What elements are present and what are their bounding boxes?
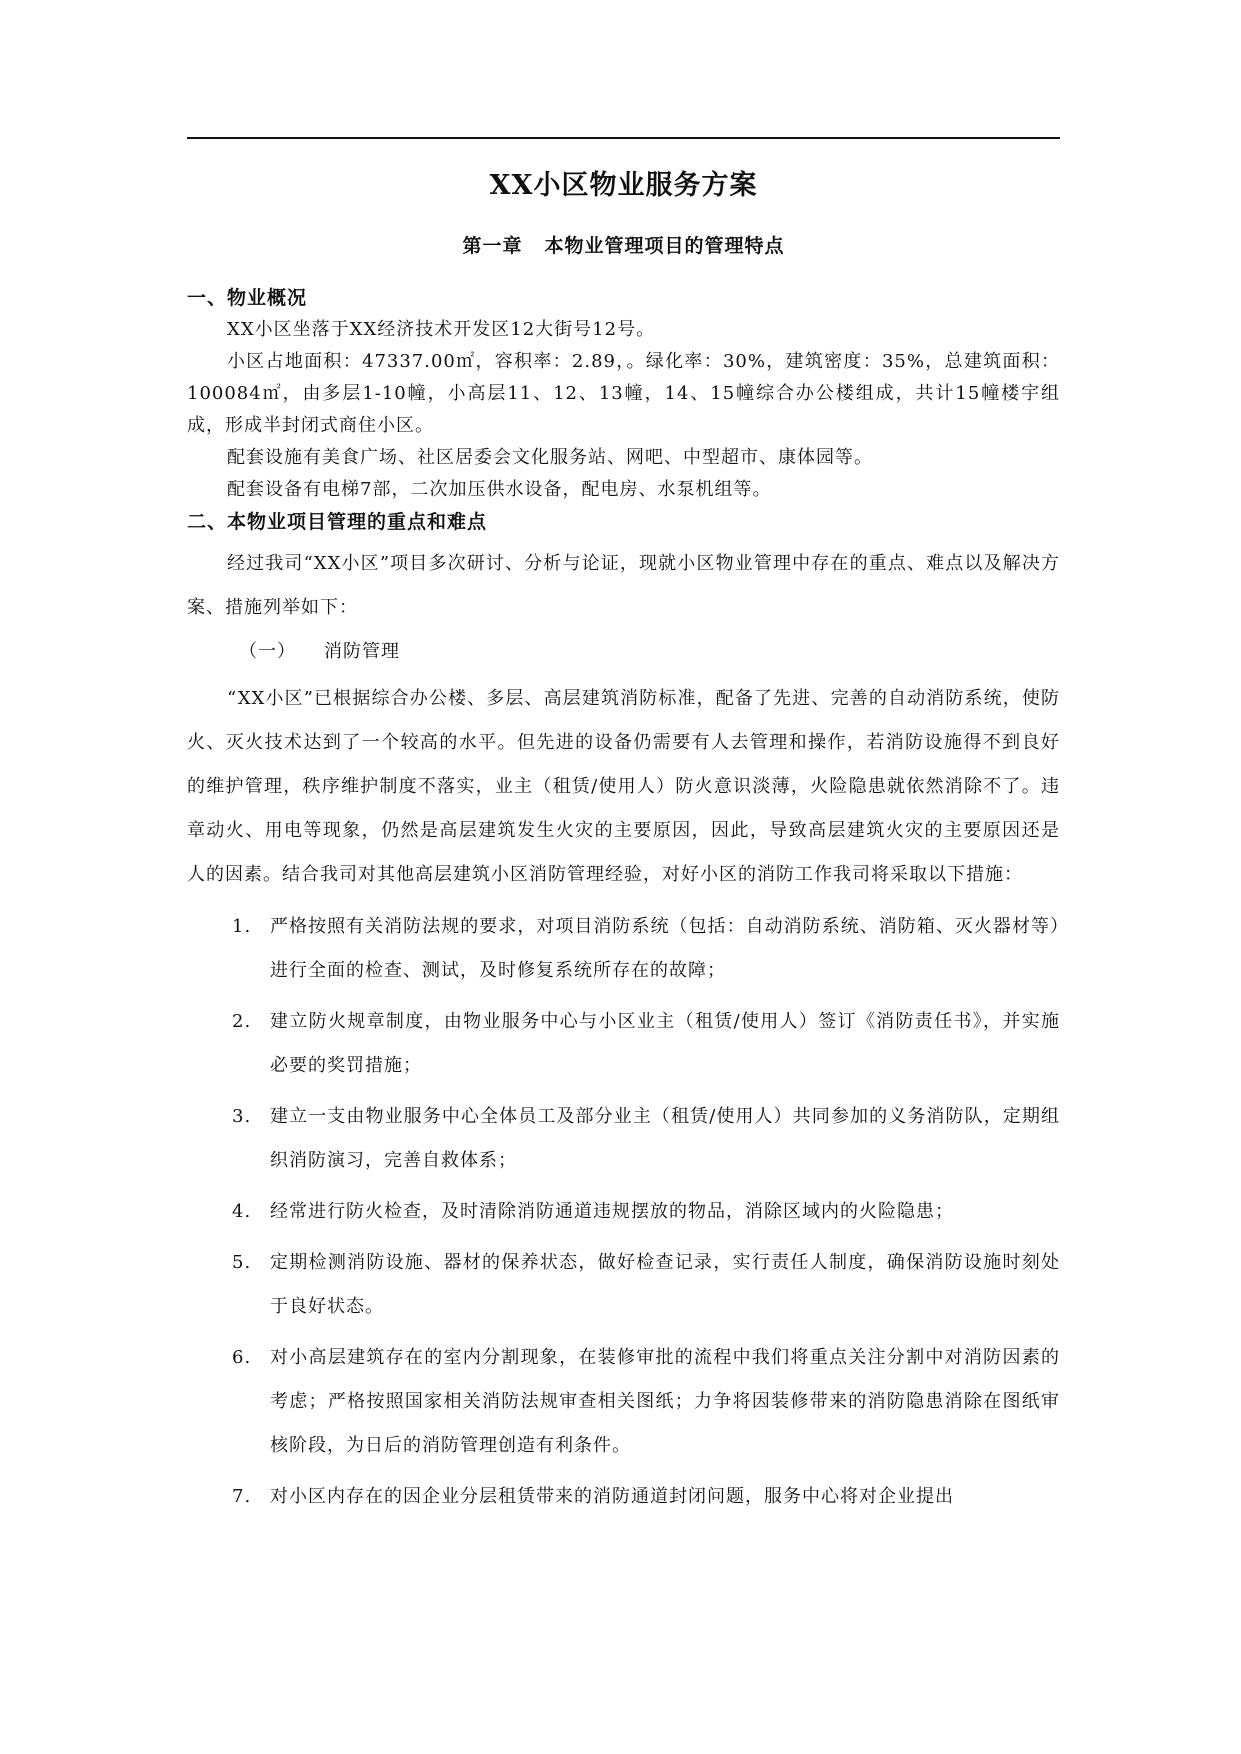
subsection-number: （一） — [239, 641, 296, 662]
key-points-intro: 经过我司“XX小区”项目多次研讨、分析与论证，现就小区物业管理中存在的重点、难点以及解决方案、措施列举如下： — [187, 553, 1060, 618]
chapter-heading — [187, 232, 1060, 260]
overview-paragraph: 配套设施有美食广场、社区居委会文化服务站、网吧、中型超市、康体园等。 — [227, 447, 873, 468]
list-item-number: 4. — [232, 1201, 252, 1222]
chapter-label: 第一章 — [462, 235, 523, 257]
list-item — [187, 1000, 1060, 1088]
list-item-text: 经常进行防火检查，及时清除消防通道违规摆放的物品，消除区域内的火险隐患； — [270, 1201, 954, 1222]
list-item-number: 2. — [232, 1011, 252, 1032]
subsection-title: 消防管理 — [324, 641, 400, 662]
list-item — [187, 905, 1060, 993]
list-item-number: 1. — [232, 916, 252, 937]
list-item-text: 严格按照有关消防法规的要求，对项目消防系统（包括：自动消防系统、消防箱、灭火器材等）进行全面的检查、测试，及时修复系统所存在的故障； — [270, 916, 1060, 981]
chapter-title: 本物业管理项目的管理特点 — [544, 235, 785, 257]
list-item-number: 6. — [232, 1347, 252, 1368]
list-item — [187, 1336, 1060, 1468]
overview-paragraph: XX小区坐落于XX经济技术开发区12大街号12号。 — [227, 319, 656, 340]
list-item — [187, 1241, 1060, 1329]
measures-list — [187, 905, 1060, 1519]
fire-management-paragraph: “XX小区”已根据综合办公楼、多层、高层建筑消防标准，配备了先进、完善的自动消防系统，使防火、灭火技术达到了一个较高的水平。但先进的设备仍需要有人去管理和操作，若消防设施得不到良好的维护管理，秩序维护制度不落实，业主（租赁/使用人）防火意识淡薄，火险隐患就依然消除不了。违章动火、用电等现象，仍然是高层建筑发生火灾的主要原因，因此，导致高层建筑火灾的主要原因还是人的因素。结合我司对其他高层建筑小区消防管理经验，对好小区的消防工作我司将采取以下措施： — [187, 688, 1060, 885]
list-item-text: 对小高层建筑存在的室内分割现象，在装修审批的流程中我们将重点关注分割中对消防因素的考虑；严格按照国家相关消防法规审查相关图纸；力争将因装修带来的消防隐患消除在图纸审核阶段，为日后的消防管理创造有利条件。 — [270, 1347, 1060, 1456]
header-rule — [187, 137, 1060, 139]
list-item-number: 5. — [232, 1252, 252, 1273]
list-item-number: 7. — [232, 1486, 252, 1507]
subsection-heading — [187, 630, 1060, 674]
list-item — [187, 1095, 1060, 1183]
list-item — [187, 1190, 1060, 1234]
section-heading-overview: 一、物业概况 — [187, 287, 308, 309]
list-item-number: 3. — [232, 1106, 252, 1127]
list-item — [187, 1475, 1060, 1519]
overview-paragraph: 小区占地面积：47337.00㎡，容积率：2.89，。绿化率：30%，建筑密度：35%，总建筑面积：100084㎡，由多层1-10幢，小高层11、12、13幢，14、15幢综合办公楼组成，共计15幢楼宇组成，形成半封闭式商住小区。 — [187, 351, 1060, 436]
list-item-text: 建立防火规章制度，由物业服务中心与小区业主（租赁/使用人）签订《消防责任书》，并实施必要的奖罚措施； — [270, 1011, 1060, 1076]
overview-paragraph: 配套设备有电梯7部，二次加压供水设备，配电房、水泵机组等。 — [227, 479, 772, 500]
document-body — [187, 160, 1060, 1526]
document-title: XX小区物业服务方案 — [489, 170, 758, 201]
list-item-text: 对小区内存在的因企业分层租赁带来的消防通道封闭问题，服务中心将对企业提出 — [270, 1486, 954, 1507]
list-item-text: 定期检测消防设施、器材的保养状态，做好检查记录，实行责任人制度，确保消防设施时刻处于良好状态。 — [270, 1252, 1060, 1317]
section-heading-key-points: 二、本物业项目管理的重点和难点 — [187, 511, 488, 533]
list-item-text: 建立一支由物业服务中心全体员工及部分业主（租赁/使用人）共同参加的义务消防队，定期组织消防演习，完善自救体系； — [270, 1106, 1060, 1171]
